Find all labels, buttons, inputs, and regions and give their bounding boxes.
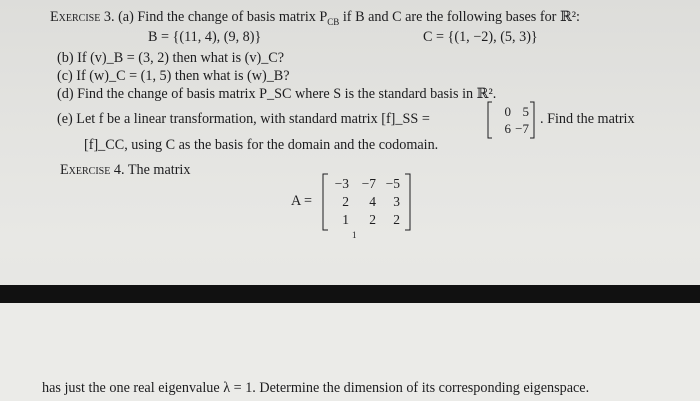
- right-bracket-icon: [529, 101, 535, 139]
- fss-cell: 6: [504, 121, 511, 136]
- fss-cell: −7: [515, 121, 529, 136]
- exercise3-part-c: (c) If (w)_C = (1, 5) then what is (w)_B?: [57, 68, 290, 84]
- exercise3-part-e-2: . Find the matrix: [540, 111, 635, 127]
- matrix-a-cell: 2: [369, 212, 376, 227]
- left-bracket-icon: [322, 173, 329, 231]
- matrix-a-cell: 2: [342, 194, 349, 209]
- matrix-a-cell: 3: [393, 194, 400, 209]
- matrix-a-label: A =: [291, 193, 313, 209]
- matrix-a-cell: 2: [393, 212, 400, 227]
- matrix-a-cell: −5: [385, 176, 400, 191]
- pcb-subscript: CB: [327, 16, 340, 27]
- fss-cell: 5: [522, 104, 529, 119]
- exercise3-part-a: (a) Find the change of basis matrix P: [118, 9, 328, 25]
- fss-cell: 0: [504, 104, 511, 119]
- exercise4-continuation: has just the one real eigenvalue λ = 1. Determine the dimension of its corresponding eigenspace.: [42, 380, 590, 396]
- exercise3-part-d: (d) Find the change of basis matrix P_SC where S is the standard basis in ℝ².: [57, 86, 497, 102]
- matrix-a-cell: −7: [361, 176, 376, 191]
- exercise3-part-b: (b) If (v)_B = (3, 2) then what is (v)_C?: [57, 50, 285, 66]
- exercise4-intro: The matrix: [127, 162, 191, 178]
- stray-mark: 1: [352, 230, 357, 240]
- right-bracket-icon: [404, 173, 411, 231]
- basis-b: B = {(11, 4), (9, 8)}: [148, 29, 262, 45]
- exercise4-label: Exercise 4.: [60, 162, 125, 178]
- exercise4-heading: [60, 162, 190, 178]
- matrix-a-cell: −3: [334, 176, 349, 191]
- page-divider-bar: [0, 285, 700, 303]
- exercise3-part-e-3: [f]_CC, using C as the basis for the domain and the codomain.: [84, 137, 439, 153]
- exercise3-part-e-1: (e) Let f be a linear transformation, with standard matrix [f]_SS =: [57, 111, 430, 127]
- exercise3-part-a-rest: if B and C are the following bases for ℝ²:: [339, 9, 580, 25]
- exercise3-label: Exercise 3.: [50, 9, 115, 25]
- matrix-a-cell: 1: [342, 212, 349, 227]
- fss-matrix: [487, 101, 535, 139]
- matrix-a-cell: 4: [369, 194, 376, 209]
- basis-c: C = {(1, −2), (5, 3)}: [423, 29, 538, 45]
- left-bracket-icon: [487, 101, 493, 139]
- exercise3-part-a-line: [50, 9, 580, 30]
- matrix-a: [322, 173, 411, 231]
